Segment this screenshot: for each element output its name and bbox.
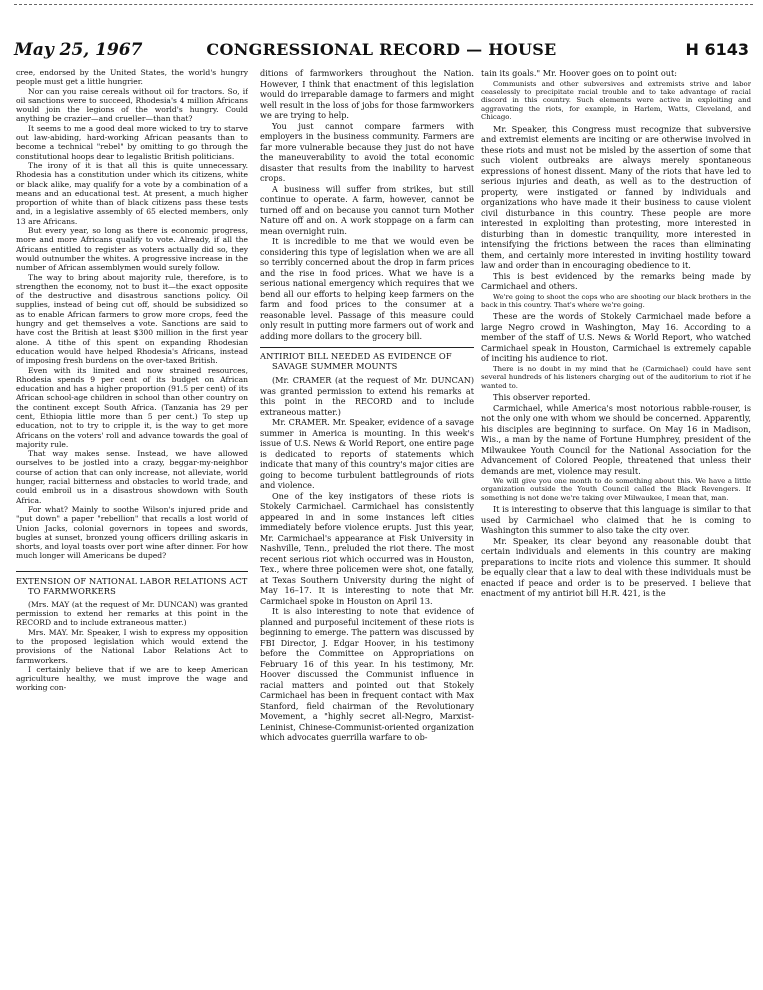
paragraph: It is incredible to me that we would even be considering this type of legislation when we are all so terribly concerned about the drop in farm prices and the rise in food prices. What we have is a serious national emergency which requires that we bend all our efforts to helping keep farmers on the farm and food prices to the consumer at a reasonable level. Passage of this measure could only result in putting more farmers out of work and adding more dollars to the grocery bill. <box>260 236 474 341</box>
paragraph: It is also interesting to note that evidence of planned and purposeful incitement of these riots is beginning to emerge. The pattern was discussed by FBI Director, J. Edgar Hoover, in his testimony before the Committee on Appropriations on February 16 of this year. In his testimony, Mr. Hoover discussed the Communist influence in racial matters and pointed out that Stokely Carmichael has been in frequent contact with Max Stanford, field chairman of the Revolutionary Movement, a "highly secret all-Negro, Marxist-Leninist, Chinese-Communist-oriented organization which advocates guerrilla warfare to ob- <box>260 606 474 742</box>
header-date: May 25, 1967 <box>14 40 143 60</box>
paragraph: This is best evidenced by the remarks being made by Carmichael and others. <box>481 270 751 292</box>
paragraph: It seems to me a good deal more wicked to try to starve out law-abiding, hard-working African peasants than to become a technical "rebel" by omitting to go through the constitutional hoops dear to legalistic British politicians. <box>16 123 248 161</box>
block-quote: We will give you one month to do something about this. We have a little organization outside the Youth Council called the Black Revengers. If something is not done we're taking over Milwaukee, I mean that, man. <box>481 477 751 502</box>
paragraph: You just cannot compare farmers with employers in the business community. Farmers are far more vulnerable because they just do not have the maneuverability to avoid the total economic disaster that results from the inability to harvest crops. <box>260 120 474 183</box>
block-quote: There is no doubt in my mind that he (Carmichael) could have sent several hundreds of his listeners charging out of the auditorium to riot if he wanted to. <box>481 364 751 390</box>
paragraph: Mr. Speaker, its clear beyond any reasonable doubt that certain individuals and elements in this country are making preparations to incite riots and violence this summer. It should be equally clear that a law to deal with these individuals must be enacted if peace and order is to be preserved. I believe that enactment of my antiriot bill H.R. 421, is the <box>481 535 751 599</box>
paragraph: It is interesting to observe that this language is similar to that used by Carmichael who claimed that he is coming to Washington this summer to also take the city over. <box>481 504 751 536</box>
paragraph: Mr. Speaker, this Congress must recognize that subversive and extremist elements are inciting or are otherwise involved in these riots and must not be misled by the assertion of some that such violent outbreaks are always merely spontaneous expressions of honest dissent. Many of the riots that have led to serious injuries and death, as well as to the destruction of property, were instigated or fanned by individuals and organizations who have made it their business to cause violent civil disturbance in this country. These people are more interested in exploiting than protesting, more interested in disturbing than in domestic tranquility, more interested in intensifying the frictions between the races than eliminating them, and certainly more interested in inviting hostility toward law and order than in encouraging obedience to it. <box>481 123 751 271</box>
column-3 <box>481 68 751 978</box>
paragraph: This observer reported. <box>493 392 591 403</box>
paragraph: (Mr. CRAMER (at the request of Mr. DUNCAN) was granted permission to extend his remarks at this point in the RECORD and to include extraneous matter.) <box>260 375 474 417</box>
paragraph: Mrs. MAY. Mr. Speaker, I wish to express my opposition to the proposed legislation which would extend the provisions of the National Labor Relations Act to farmworkers. <box>16 627 248 665</box>
paragraph: The irony of it is that all this is quite unnecessary. Rhodesia has a constitution under which its citizens, white or black alike, may qualify for a vote by a combination of a means and an educational test. At present, a much higher proportion of white than of black citizens pass these tests and, in a legislative assembly of 65 elected members, only 13 are Africans. <box>16 160 248 226</box>
section-divider <box>16 571 248 572</box>
paragraph: Mr. CRAMER. Mr. Speaker, evidence of a savage summer in America is mounting. In this week's issue of U.S. News & World Report, one entire page is dedicated to reports of statements which indicate that many of this country's major cities are going to become turbulent battlegrounds of riots and violence. <box>260 417 474 490</box>
paragraph: These are the words of Stokely Carmichael made before a large Negro crowd in Washington, May 16. According to a member of the staff of U.S. News & World Report, who watched Carmichael speak in Houston, Carmichael is extremely capable of inciting his audience to riot. <box>481 311 751 364</box>
paragraph: That way makes sense. Instead, we have allowed ourselves to be jostled into a crazy, beggar-my-neighbor course of action that can only increase, not alleviate, world hunger, racial bitterness and obstacles to world trade, and could embroil us in a disastrous showdown with South Africa. <box>16 449 248 505</box>
paragraph: cree, endorsed by the United States, the world's hungry people must get a little hungrier. <box>16 68 248 87</box>
paragraph: Nor can you raise cereals without oil for tractors. So, if oil sanctions were to succeed, Rhodesia's 4 million Africans would join the legions of the world's hungry. Could anything be crazier—and crueller—than that? <box>16 86 248 124</box>
paragraph: ditions of farmworkers throughout the Nation. However, I think that enactment of this legislation would do irreparable damage to farmers and might well result in the loss of jobs for those farmworkers we are trying to help. <box>260 68 474 120</box>
paragraph: For what? Mainly to soothe Wilson's injured pride and "put down" a paper "rebellion" that recalls a lost world of Union Jacks, colonial governors in topees and swords, bugles at sunset, bronzed young officers drilling askaris in shorts, and loyal toasts over port wine after dinner. For how much longer will Americans be duped? <box>16 504 248 561</box>
paragraph: (Mrs. MAY (at the request of Mr. DUNCAN) was granted permission to extend her remarks at this point in the RECORD and to include extraneous matter.) <box>16 599 248 628</box>
paragraph: tain its goals." Mr. Hoover goes on to point out: <box>481 68 677 78</box>
paragraph: But every year, so long as there is economic progress, more and more Africans qualify to vote. Already, if all the Africans entitled to register as voters actually did so, they would outnumber the whites. A progressive increase in the number of African assemblymen would surely follow. <box>16 226 248 273</box>
top-rule <box>14 4 753 5</box>
section-heading: EXTENSION OF NATIONAL LABOR RELATIONS ACT TO FARMWORKERS <box>16 575 248 596</box>
block-quote: Communists and other subversives and extremists strive and labor ceaselessly to precipitate racial trouble and to take advantage of racial discord in this country. Such elements were active in exploiting and aggravating the riots, for example, in Harlem, Watts, Cleveland, and Chicago. <box>481 79 751 122</box>
paragraph: Even with its limited and now strained resources, Rhodesia spends 9 per cent of its budget on African education and has a higher proportion (91.5 per cent) of its African school-age children in school than other country on the continent except South Africa. (Tanzania has 29 per cent, Ethiopia little more than 5 per cent.) To step up education, not to try to cripple it, is the way to get more Africans on the voters' roll and advance towards the goal of majority rule. <box>16 365 248 449</box>
paragraph: A business will suffer from strikes, but still continue to operate. A farm, however, cannot be turned off and on because you cannot turn Mother Nature off and on. A work stoppage on a farm can mean overnight ruin. <box>260 183 474 236</box>
section-heading: ANTIRIOT BILL NEEDED AS EVIDENCE OF SAVAGE SUMMER MOUNTS <box>260 351 452 371</box>
paragraph: The way to bring about majority rule, therefore, is to strengthen the economy, not to bust it—the exact opposite of the destructive and disastrous sanctions policy. Oil supplies, instead of being cut off, should be subsidized so as to enable African farmers to grow more crops, feed the hungry and get themselves a vote. Sanctions are said to have cost the British at least $300 million in the first year alone. A tithe of this spent on expanding Rhodesian education would have helped Rhodesia's Africans, instead of imposing fresh burdens on the over-taxed British. <box>16 272 248 366</box>
paragraph: I certainly believe that if we are to keep American agriculture healthy, we must improve the wage and working con- <box>16 664 248 693</box>
column-1 <box>16 68 248 978</box>
header-title: CONGRESSIONAL RECORD — HOUSE <box>206 40 557 59</box>
page-header <box>14 40 749 66</box>
section-divider <box>260 347 474 348</box>
block-quote: We're going to shoot the cops who are shooting our black brothers in the back in this country. That's where we're going. <box>481 292 751 309</box>
column-2 <box>260 68 474 978</box>
paragraph: Carmichael, while America's most notorious rabble-rouser, is not the only one with whom we should be concerned. Apparently, his disciples are beginning to surface. On May 16 in Madison, Wis., a man by the name of Fortune Humphrey, president of the Milwaukee Youth Council for the National Association for the Advancement of Colored People, threatened that unless their demands are met, violence may result. <box>481 402 751 476</box>
paragraph: One of the key instigators of these riots is Stokely Carmichael. Carmichael has consistently appeared in and in some instances left cities immediately before violence erupts. Just this year, Mr. Carmichael's appearance at Fisk University in Nashville, Tenn., preluded the riot there. The most recent serious riot which occurred was in Houston, Tex., where three policemen were shot, one fatally, at Texas Southern University during the night of May 16–17. It is interesting to note that Mr. Carmichael spoke in Houston on April 13. <box>260 490 474 606</box>
header-page-number: H 6143 <box>685 40 749 59</box>
